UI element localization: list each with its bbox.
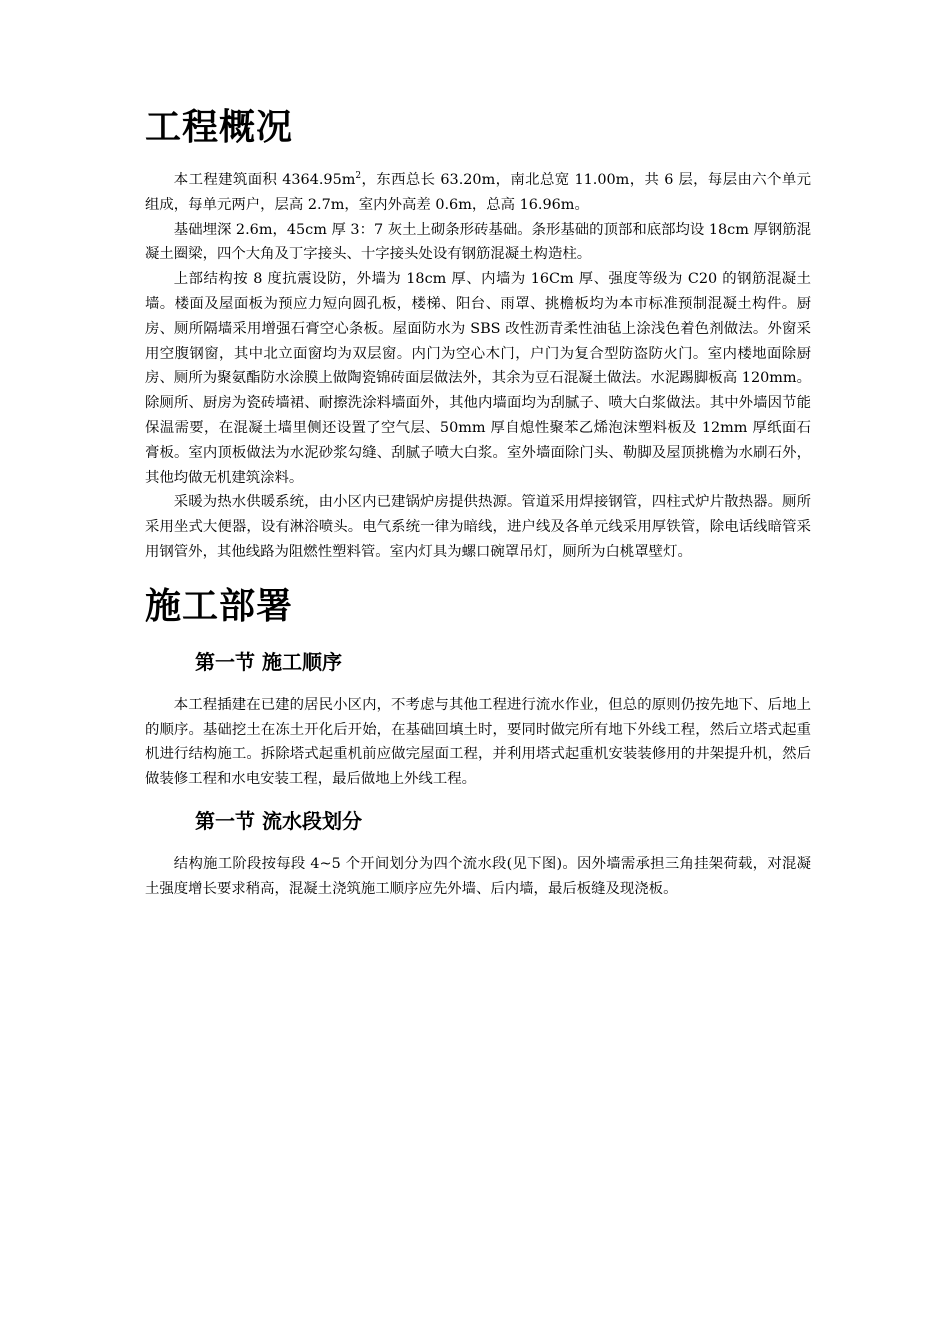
paragraph-foundation: 基础埋深 2.6m，45cm 厚 3：7 灰土上砌条形砖基础。条形基础的顶部和底部均设 18cm 厚钢筋混凝土圈梁，四个大角及丁字接头、十字接头处设有钢筋混凝土构造柱。 bbox=[145, 221, 812, 263]
section-title-project-overview: 工程概况 bbox=[145, 107, 294, 148]
paragraph-flow-section-division: 结构施工阶段按每段 4~5 个开间划分为四个流水段(见下图)。因外墙需承担三角挂架荷载，对混凝土强度增长要求稍高，混凝土浇筑施工顺序应先外墙、后内墙，最后板缝及现浇板。 bbox=[145, 855, 811, 897]
subsection-heading-construction-sequence: 第一节 施工顺序 bbox=[195, 649, 342, 674]
paragraph-building-area bbox=[145, 168, 811, 218]
subsection-heading-flow-section-division: 第一节 流水段划分 bbox=[195, 808, 362, 833]
section-title-construction-deployment: 施工部署 bbox=[145, 585, 294, 627]
paragraph-building-area-rest: ，东西总长 63.20m，南北总宽 11.00m，共 6 层，每层由六个单元组成，每单元两户，层高 2.7m，室内外高差 0.6m，总高 16.96m。 bbox=[145, 172, 811, 213]
paragraph-construction-sequence: 本工程插建在已建的居民小区内，不考虑与其他工程进行流水作业，但总的原则仍按先地下、后地上的顺序。基础挖土在冻土开化后开始，在基础回填土时，要同时做完所有地下外线工程，然后立塔式起重机进行结构施工。拆除塔式起重机前应做完屋面工程，并利用塔式起重机安装装修用的井架提升机，然后做装修工程和水电安装工程，最后做地上外线工程。 bbox=[145, 696, 811, 788]
superscript-squared: 2 bbox=[355, 171, 362, 182]
paragraph-heating-electrical: 采暖为热水供暖系统，由小区内已建锅炉房提供热源。管道采用焊接钢管，四柱式炉片散热器。厕所采用坐式大便器，设有淋浴喷头。电气系统一律为暗线，进户线及各单元线采用厚铁管，除电话线暗管采用钢管外，其他线路为阻燃性塑料管。室内灯具为螺口碗罩吊灯，厕所为白桃罩壁灯。 bbox=[145, 494, 811, 560]
paragraph-upper-structure: 上部结构按 8 度抗震设防，外墙为 18cm 厚、内墙为 16Cm 厚、强度等级为 C20 的钢筋混凝土墙。楼面及屋面板为预应力短向圆孔板，楼梯、阳台、雨罩、挑檐板均为本市标准预制混凝土构件。厨房、厕所隔墙采用增强石膏空心条板。屋面防水为 SBS 改性沥青柔性油毡上涂浅色着色剂做法。外窗采用空腹钢窗，其中北立面窗均为双层窗。内门为空心木门，户门为复合型防盗防火门。室内楼地面除厨房、厕所为聚氨酯防水涂膜上做陶瓷锦砖面层做法外，其余为豆石混凝土做法。水泥踢脚板高 120mm。除厕所、厨房为瓷砖墙裙、耐擦洗涂料墙面外，其他内墙面均为刮腻子、喷大白浆做法。其中外墙因节能保温需要，在混凝土墙里侧还设置了空气层、50mm 厚自熄性聚苯乙烯泡沫塑料板及 12mm 厚纸面石膏板。室内顶板做法为水泥砂浆勾缝、刮腻子喷大白浆。室外墙面除门头、勒脚及屋顶挑檐为水刷石外，其他均做无机建筑涂料。 bbox=[145, 271, 811, 486]
document-content bbox=[145, 100, 811, 902]
paragraph-building-area-text: 本工程建筑面积 4364.95m bbox=[173, 172, 356, 188]
